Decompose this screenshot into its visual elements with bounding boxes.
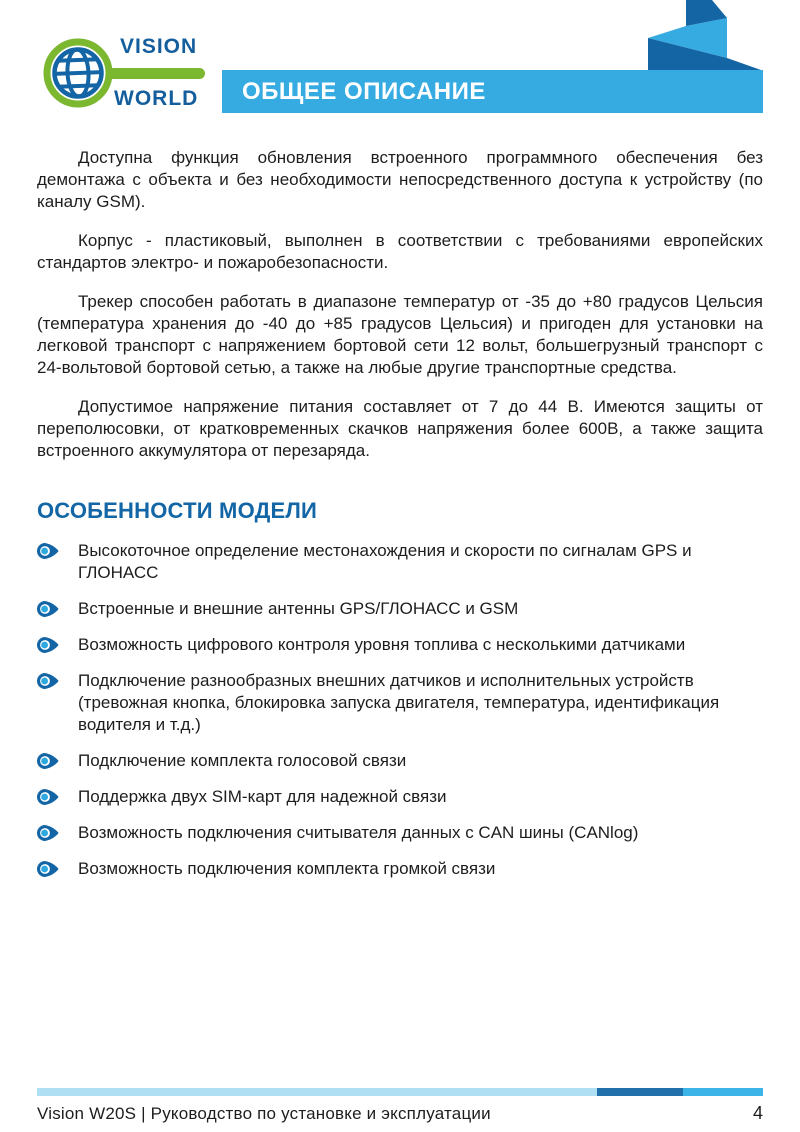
footer-bar-bright-segment [683, 1088, 763, 1096]
section-title: ОБЩЕЕ ОПИСАНИЕ [242, 77, 486, 105]
footer-accent-bar [37, 1088, 763, 1096]
footer-bar-pale-segment [37, 1088, 597, 1096]
feature-label: Подключение комплекта голосовой связи [78, 751, 407, 770]
feature-label: Подключение разнообразных внешних датчиков и исполнительных устройств (тревожная кнопка, блокировка запуска двигателя, температура, идентификация водителя и т.д.) [78, 671, 720, 734]
page-footer [37, 1088, 763, 1124]
logo-word-vision: VISION [120, 35, 198, 58]
section-header-band [222, 70, 763, 113]
eye-bullet-icon [37, 753, 59, 769]
main-content [37, 147, 763, 894]
list-item [37, 598, 763, 620]
feature-label: Встроенные и внешние антенны GPS/ГЛОНАСС и GSM [78, 599, 519, 618]
list-item [37, 634, 763, 656]
feature-label: Возможность подключения считывателя данных с CAN шины (CANlog) [78, 823, 639, 842]
paragraph: Допустимое напряжение питания составляет от 7 до 44 В. Имеются защиты от переполюсовки, от кратковременных скачков напряжения более 600В, а также защита встроенного аккумулятора от перезаряда. [37, 397, 763, 460]
eye-bullet-icon [37, 637, 59, 653]
eye-bullet-icon [37, 861, 59, 877]
list-item [37, 822, 763, 844]
list-item [37, 750, 763, 772]
list-item [37, 670, 763, 736]
list-item [37, 786, 763, 808]
corner-ribbon-icon [640, 0, 763, 70]
feature-label: Возможность цифрового контроля уровня топлива с несколькими датчиками [78, 635, 686, 654]
eye-bullet-icon [37, 789, 59, 805]
page-number: 4 [752, 1103, 763, 1123]
features-list [37, 540, 763, 880]
logo-word-world: WORLD [114, 87, 199, 110]
eye-bullet-icon [37, 673, 59, 689]
vision-world-logo [40, 28, 210, 120]
eye-bullet-icon [37, 825, 59, 841]
paragraph: Доступна функция обновления встроенного программного обеспечения без демонтажа с объекта и без необходимости непосредственного доступа к устройству (по каналу GSM). [37, 148, 763, 211]
eye-bullet-icon [37, 543, 59, 559]
footer-doc-title: Vision W20S | Руководство по установке и эксплуатации [37, 1104, 491, 1123]
paragraph: Трекер способен работать в диапазоне температур от -35 до +80 градусов Цельсия (температура хранения до -40 до +85 градусов Цельсия) и пригоден для установки на легковой транспорт с напряжением бортовой сети 12 вольт, большегрузный транспорт с 24-вольтовой бортовой сетью, а также на любые другие транспортные средства. [37, 292, 763, 377]
eye-bullet-icon [37, 601, 59, 617]
footer-bar-dark-segment [597, 1088, 683, 1096]
feature-label: Поддержка двух SIM-карт для надежной связи [78, 787, 447, 806]
features-heading: ОСОБЕННОСТИ МОДЕЛИ [37, 498, 317, 523]
feature-label: Возможность подключения комплекта громкой связи [78, 859, 496, 878]
list-item [37, 858, 763, 880]
list-item [37, 540, 763, 584]
feature-label: Высокоточное определение местонахождения и скорости по сигналам GPS и ГЛОНАСС [78, 541, 692, 582]
paragraph: Корпус - пластиковый, выполнен в соответствии с требованиями европейских стандартов электро- и пожаробезопасности. [37, 231, 763, 272]
